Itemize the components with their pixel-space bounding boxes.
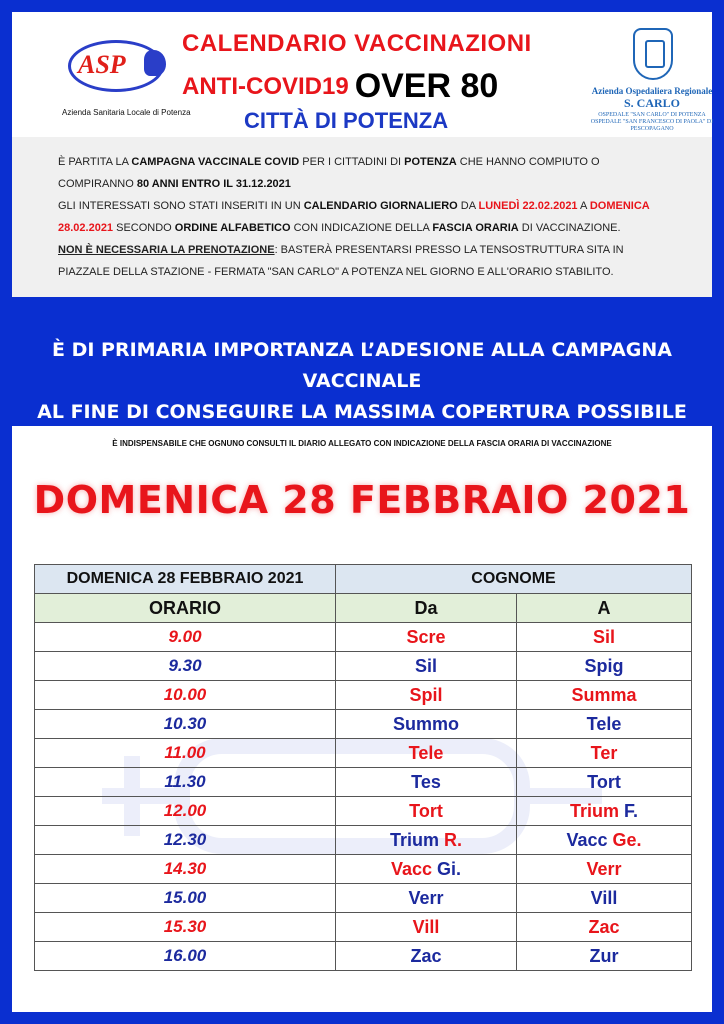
table-row bbox=[35, 797, 692, 826]
table-row bbox=[35, 652, 692, 681]
from-surname-cell-text: Gi. bbox=[432, 858, 462, 879]
title-over80: OVER 80 bbox=[354, 67, 499, 105]
from-surname-cell bbox=[336, 681, 517, 710]
from-surname-cell-text: Verr bbox=[408, 887, 444, 908]
table-header-row-2 bbox=[35, 594, 692, 623]
to-surname-cell bbox=[517, 739, 692, 768]
to-surname-cell-text: Spig bbox=[584, 655, 624, 676]
to-surname-cell bbox=[517, 652, 692, 681]
time-cell-text: 10.00 bbox=[163, 685, 207, 704]
from-surname-cell-text: Scre bbox=[406, 626, 446, 647]
table-row bbox=[35, 826, 692, 855]
to-surname-cell-text: Zur bbox=[589, 945, 619, 966]
to-surname-cell-text: Summa bbox=[571, 684, 637, 705]
hospital-subtitle-2: OSPEDALE "SAN FRANCESCO DI PAOLA" DI PESCOPAGANO bbox=[590, 119, 714, 132]
to-surname-cell-text: Vill bbox=[590, 887, 618, 908]
asp-caption: Azienda Sanitaria Locale di Potenza bbox=[62, 108, 191, 117]
to-surname-cell bbox=[517, 942, 692, 971]
time-cell-text: 16.00 bbox=[163, 946, 207, 965]
to-surname-cell-text: Zac bbox=[588, 916, 620, 937]
schedule-table bbox=[34, 564, 692, 971]
table-row bbox=[35, 768, 692, 797]
to-surname-cell bbox=[517, 884, 692, 913]
time-cell bbox=[35, 913, 336, 942]
table-row bbox=[35, 710, 692, 739]
to-surname-cell-text: Sil bbox=[592, 626, 615, 647]
from-surname-cell bbox=[336, 623, 517, 652]
from-surname-cell-text: R. bbox=[439, 829, 463, 850]
asp-logo-text: ASP bbox=[78, 50, 126, 79]
time-cell bbox=[35, 768, 336, 797]
time-cell bbox=[35, 855, 336, 884]
hospital-subtitle-1: OSPEDALE "SAN CARLO" DI POTENZA bbox=[598, 112, 706, 118]
table-row bbox=[35, 681, 692, 710]
time-cell bbox=[35, 739, 336, 768]
hospital-subtitle bbox=[587, 112, 717, 133]
time-cell bbox=[35, 681, 336, 710]
header-orario: ORARIO bbox=[35, 594, 336, 623]
header-da: Da bbox=[336, 594, 517, 623]
header bbox=[12, 12, 712, 137]
importance-banner bbox=[0, 335, 724, 428]
from-surname-cell-text: Vacc bbox=[390, 858, 433, 879]
to-surname-cell-text: Trium bbox=[569, 800, 619, 821]
from-surname-cell-text: Zac bbox=[410, 945, 442, 966]
schedule-panel bbox=[12, 426, 712, 1012]
to-surname-cell-text: Verr bbox=[586, 858, 622, 879]
from-surname-cell bbox=[336, 797, 517, 826]
time-cell bbox=[35, 884, 336, 913]
from-surname-cell bbox=[336, 942, 517, 971]
info-paragraph-3: NON È NECESSARIA LA PRENOTAZIONE: BASTERÀ PRESENTARSI PRESSO LA TENSOSTRUTTURA SITA IN PIAZZALE DELLA STAZIONE - FERMATA "SAN CARLO" A POTENZA NEL GIORNO E ALL'ORARIO STABILITO. bbox=[58, 244, 624, 278]
hospital-logo bbox=[587, 22, 717, 132]
to-surname-cell bbox=[517, 623, 692, 652]
to-surname-cell-text: Tort bbox=[587, 771, 621, 792]
time-cell-text: 12.00 bbox=[163, 801, 207, 820]
time-cell-text: 15.00 bbox=[163, 888, 207, 907]
from-surname-cell bbox=[336, 855, 517, 884]
from-surname-cell-text: Vill bbox=[412, 916, 440, 937]
from-surname-cell bbox=[336, 739, 517, 768]
table-row bbox=[35, 913, 692, 942]
from-surname-cell bbox=[336, 652, 517, 681]
from-surname-cell-text: Trium bbox=[389, 829, 439, 850]
table-row bbox=[35, 884, 692, 913]
time-cell-text: 10.30 bbox=[163, 714, 207, 733]
from-surname-cell bbox=[336, 826, 517, 855]
table-row bbox=[35, 942, 692, 971]
basilicata-map-icon bbox=[144, 50, 166, 76]
time-cell-text: 15.30 bbox=[163, 917, 207, 936]
time-cell bbox=[35, 623, 336, 652]
time-cell bbox=[35, 652, 336, 681]
to-surname-cell-text: Tele bbox=[586, 713, 622, 734]
time-cell-text: 14.30 bbox=[163, 859, 207, 878]
to-surname-cell-text: Ge. bbox=[607, 829, 642, 850]
from-surname-cell-text: Tele bbox=[408, 742, 444, 763]
time-cell bbox=[35, 942, 336, 971]
time-cell-text: 11.00 bbox=[164, 743, 206, 762]
from-surname-cell-text: Tort bbox=[409, 800, 443, 821]
from-surname-cell bbox=[336, 884, 517, 913]
info-paragraph-2: GLI INTERESSATI SONO STATI INSERITI IN UN CALENDARIO GIORNALIERO DA LUNEDÌ 22.02.2021 A DOMENICA 28.02.2021 SECONDO ORDINE ALFABETICO CON INDICAZIONE DELLA FASCIA ORARIA DI VACCINAZIONE. bbox=[58, 200, 650, 234]
to-surname-cell-text: Vacc bbox=[566, 829, 608, 850]
hospital-name: Azienda Ospedaliera Regionale bbox=[591, 86, 713, 96]
from-surname-cell-text: Spil bbox=[409, 684, 443, 705]
time-cell-text: 11.30 bbox=[164, 772, 206, 791]
to-surname-cell bbox=[517, 855, 692, 884]
time-cell-text: 9.30 bbox=[168, 656, 202, 675]
header-cognome: COGNOME bbox=[336, 565, 692, 594]
time-cell-text: 9.00 bbox=[168, 627, 202, 646]
hospital-short-name: S. CARLO bbox=[623, 96, 680, 110]
time-cell bbox=[35, 710, 336, 739]
time-cell-text: 12.30 bbox=[163, 830, 207, 849]
from-surname-cell bbox=[336, 913, 517, 942]
table-row bbox=[35, 855, 692, 884]
info-paragraph-1: È PARTITA LA CAMPAGNA VACCINALE COVID PER I CITTADINI DI POTENZA CHE HANNO COMPIUTO O COMPIRANNO 80 ANNI ENTRO IL 31.12.2021 bbox=[58, 156, 600, 190]
time-cell bbox=[35, 797, 336, 826]
date-heading: DOMENICA 28 FEBBRAIO 2021 bbox=[33, 478, 691, 522]
from-surname-cell bbox=[336, 710, 517, 739]
to-surname-cell-text: F. bbox=[619, 800, 639, 821]
time-cell bbox=[35, 826, 336, 855]
table-row bbox=[35, 623, 692, 652]
from-surname-cell-text: Tes bbox=[411, 771, 441, 792]
title-city: CITTÀ DI POTENZA bbox=[244, 108, 449, 133]
header-a: A bbox=[517, 594, 692, 623]
from-surname-cell-text: Summo bbox=[392, 713, 459, 734]
title-line-1: CALENDARIO VACCINAZIONI bbox=[182, 30, 532, 57]
title-anticovid: ANTI-COVID19 bbox=[182, 73, 349, 100]
asp-logo bbox=[32, 26, 191, 126]
to-surname-cell-text: Ter bbox=[590, 742, 618, 763]
title-line-2 bbox=[182, 64, 498, 103]
to-surname-cell bbox=[517, 681, 692, 710]
from-surname-cell-text: Sil bbox=[414, 655, 437, 676]
to-surname-cell bbox=[517, 826, 692, 855]
header-date: DOMENICA 28 FEBBRAIO 2021 bbox=[35, 565, 336, 594]
from-surname-cell bbox=[336, 768, 517, 797]
table-header-row-1 bbox=[35, 565, 692, 594]
to-surname-cell bbox=[517, 913, 692, 942]
consult-note: È INDISPENSABILE CHE OGNUNO CONSULTI IL DIARIO ALLEGATO CON INDICAZIONE DELLA FASCIA ORARIA DI VACCINAZIONE bbox=[112, 439, 612, 448]
banner-line-2: AL FINE DI CONSEGUIRE LA MASSIMA COPERTURA POSSIBILE bbox=[37, 401, 687, 423]
to-surname-cell bbox=[517, 797, 692, 826]
to-surname-cell bbox=[517, 710, 692, 739]
info-box bbox=[12, 137, 712, 297]
banner-line-1: È DI PRIMARIA IMPORTANZA L’ADESIONE ALLA CAMPAGNA VACCINALE bbox=[51, 339, 672, 392]
hospital-emblem-icon bbox=[633, 28, 673, 80]
table-row bbox=[35, 739, 692, 768]
to-surname-cell bbox=[517, 768, 692, 797]
